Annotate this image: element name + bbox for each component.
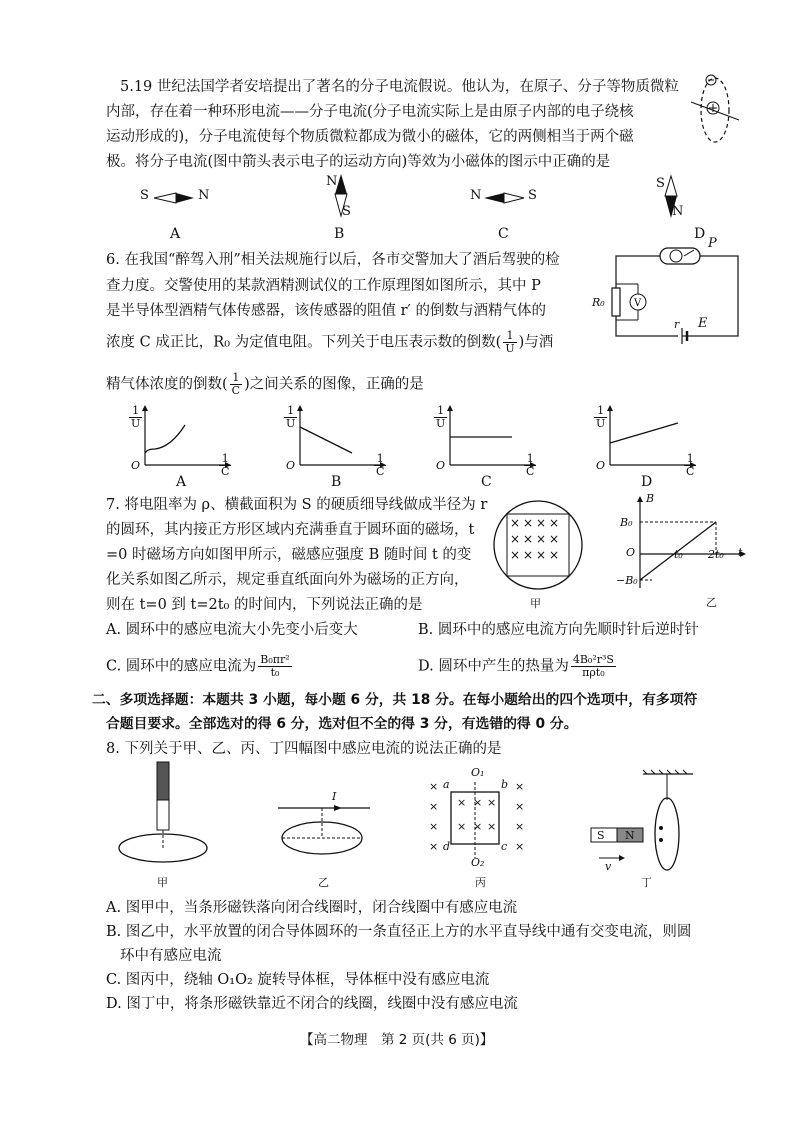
svg-text:×: × (429, 840, 439, 853)
q6-graph-d (590, 404, 700, 478)
rotating-frame-diagram (425, 770, 535, 870)
2t0-label: 2t₀ (708, 548, 724, 561)
magnet-n-label: N (625, 829, 635, 842)
q7-line-2: 的圆环，其内接正方形区域内充满垂直于圆环面的磁场，t (106, 522, 475, 538)
electron-orbit-figure (695, 70, 755, 150)
q7-option-c-fraction: $\frac{\text{B₀πr²}}{\text{t₀}}$ (260, 653, 290, 679)
page-footer: 【高二物理 第 2 页(共 6 页)】 (300, 1032, 494, 1048)
graph-d-line (610, 423, 678, 443)
svg-text:×: × (510, 548, 521, 562)
compass-needle-icon (484, 191, 524, 205)
b0-label: B₀ (620, 516, 633, 529)
figure-caption: 丁 (641, 876, 652, 889)
q7-line-1: 7. 将电阻率为 ρ、横截面积为 S 的硬质细导线做成半径为 r (106, 497, 488, 513)
q8-option-b-1: B. 图乙中，水平放置的闭合导体圆环的一条直径正上方的水平直导线中通有交变电流，则圆 (106, 924, 692, 940)
q8-figure-ding (585, 770, 705, 890)
q6-line-1: 6. 在我国“醉驾入刑”相关法规施行以后，各市交警加大了酒后驾驶的检 (106, 252, 560, 268)
section-2-heading-2: 合题目要求。全部选对的得 6 分，选对但不全的得 3 分，有选错的得 0 分。 (106, 716, 578, 732)
q8-option-d: D. 图丁中，将条形磁铁靠近不闭合的线圈，线圈中没有感应电流 (106, 996, 518, 1012)
q8-option-a: A. 图甲中，当条形磁铁落向闭合线圈时，闭合线圈中有感应电流 (106, 900, 518, 916)
axis-o2-label: O₂ (471, 856, 485, 869)
pole-n-label: N (326, 174, 338, 189)
graph-origin: O (596, 459, 606, 472)
graph-x-label: $\frac{1}{C}$ (526, 452, 535, 478)
graph-y-label: $\frac{1}{U}$ (286, 404, 296, 430)
q6-line-4 (106, 330, 553, 355)
r0-label: R₀ (592, 296, 605, 309)
q7-option-c (106, 654, 294, 679)
q5-option-d: D (694, 226, 706, 242)
q8-option-b-2: 环中有感应电流 (120, 948, 222, 964)
q6-line-5 (106, 372, 424, 397)
q8-figure-jia (115, 760, 215, 890)
corner-c-label: c (501, 840, 508, 853)
pole-n-label: N (470, 188, 482, 203)
graph-x-label: $\frac{1}{C}$ (686, 452, 695, 478)
svg-text:×: × (429, 820, 439, 833)
sensor-p-label: P (708, 236, 717, 251)
ring-field-diagram (488, 495, 588, 595)
q7-figure-yi (618, 494, 748, 609)
svg-text:×: × (536, 532, 547, 546)
q5-option-c: C (498, 226, 509, 242)
q7-option-d (418, 654, 618, 679)
pole-n-label: N (672, 204, 684, 219)
axis-t-label: t (738, 546, 743, 559)
q7-option-d-text: D. 圆环中产生的热量为 (418, 658, 569, 675)
origin-label: O (626, 546, 636, 559)
q7-figure-jia (488, 495, 588, 610)
graph-y-label: $\frac{1}{U}$ (596, 404, 606, 430)
figure-caption: 甲 (157, 876, 168, 889)
q5-option-b-figure (326, 174, 356, 224)
wire-above-ring-diagram (270, 790, 380, 870)
q5-line-2: 内部，存在着一种环形电流——分子电流(分子电流实际上是由原子内部的电子绕核 (106, 104, 634, 120)
q6-option-a: A (176, 474, 187, 490)
q6-graph-c (430, 404, 540, 478)
q6-option-d: D (641, 474, 653, 490)
svg-text:×: × (515, 820, 525, 833)
graph-y-label: $\frac{1}{U}$ (131, 404, 141, 430)
svg-text:×: × (510, 516, 521, 530)
figure-yi-caption: 乙 (706, 596, 717, 609)
svg-text:×: × (473, 796, 483, 809)
q6-option-b: B (331, 474, 342, 490)
svg-text:×: × (549, 532, 560, 546)
q5-option-d-figure (656, 176, 686, 226)
q5-option-c-figure (470, 188, 550, 208)
q5-option-b: B (334, 226, 345, 242)
pole-s-label: S (528, 188, 537, 203)
pole-s-label: S (342, 204, 351, 219)
graph-origin: O (286, 459, 296, 472)
q7-option-b: B. 圆环中的感应电流方向先顺时针后逆时针 (418, 622, 699, 638)
magnet-s-label: S (597, 829, 605, 842)
q6-line-4-tail: )与酒 (518, 334, 554, 351)
one-over-u-fraction: $\frac{1}{U}$ (505, 329, 515, 355)
q7-option-a: A. 圆环中的感应电流大小先变小后变大 (106, 622, 358, 638)
figure-jia-caption: 甲 (530, 597, 541, 610)
corner-d-label: d (443, 840, 451, 853)
graph-x-label: $\frac{1}{C}$ (221, 452, 230, 478)
voltmeter-label: V (634, 298, 642, 309)
q8-stem: 8. 下列关于甲、乙、丙、丁四幅图中感应电流的说法正确的是 (106, 741, 502, 757)
pole-n-label: N (198, 188, 210, 203)
q5-line-4: 极。将分子电流(图中箭头表示电子的运动方向)等效为小磁体的图示中正确的是 (106, 154, 611, 170)
svg-text:×: × (523, 532, 534, 546)
graph-a-curve (145, 425, 185, 453)
compass-needle-icon (154, 191, 194, 205)
q5-line-3: 运动形成的)，分子电流使每个物质微粒都成为微小的磁体，它的两侧相当于两个磁 (106, 129, 634, 145)
svg-text:×: × (523, 548, 534, 562)
q7-line-4: 化关系如图乙所示，规定垂直纸面向外为磁场的正方向， (106, 572, 469, 588)
q5-option-a-figure (140, 188, 220, 208)
svg-text:×: × (549, 548, 560, 562)
circuit-diagram (590, 236, 750, 348)
velocity-v-label: v (605, 860, 612, 873)
axis-o1-label: O₁ (471, 766, 485, 779)
svg-text:×: × (429, 780, 439, 793)
svg-text:×: × (549, 516, 560, 530)
emf-e-label: E (698, 316, 708, 331)
q8-figure-yi (270, 790, 380, 890)
q7-line-5: 则在 t=0 到 t=2t₀ 的时间内，下列说法正确的是 (106, 597, 423, 613)
q7-line-3: =0 时磁场方向如图甲所示，磁感应强度 B 随时间 t 的变 (106, 547, 472, 563)
svg-text:×: × (523, 516, 534, 530)
svg-text:×: × (487, 820, 497, 833)
t0-label: t₀ (674, 548, 683, 561)
q8-figure-bing (425, 766, 535, 890)
svg-text:×: × (536, 548, 547, 562)
pole-s-label: S (140, 188, 149, 203)
graph-y-label: $\frac{1}{U}$ (436, 404, 446, 430)
q5-line-1: 5.19 世纪法国学者安培提出了著名的分子电流假说。他认为，在原子、分子等物质微粒 (120, 79, 679, 95)
svg-text:×: × (515, 780, 525, 793)
svg-text:×: × (515, 800, 525, 813)
svg-text:×: × (515, 840, 525, 853)
graph-b-line (300, 427, 352, 453)
figure-caption: 乙 (318, 876, 329, 889)
q7-option-c-text: C. 圆环中的感应电流为 (106, 658, 257, 675)
neg-b0-label: −B₀ (616, 574, 638, 587)
q6-line-2: 查力度。交警使用的某款酒精测试仪的工作原理图如图所示，其中 P (106, 278, 541, 294)
q6-line-5-tail: )之间关系的图像，正确的是 (244, 376, 424, 393)
breathalyzer-circuit (590, 236, 750, 348)
svg-text:×: × (457, 796, 467, 809)
axis-b-label: B (646, 492, 655, 505)
q5-option-a: A (170, 226, 181, 242)
q8-option-c: C. 图丙中，绕轴 O₁O₂ 旋转导体框，导体框中没有感应电流 (106, 972, 490, 988)
graph-x-label: $\frac{1}{C}$ (376, 452, 385, 478)
pole-s-label: S (656, 176, 665, 191)
q6-line-4-text: 浓度 C 成正比，R₀ 为定值电阻。下列关于电压表示数的倒数( (106, 334, 502, 351)
q6-line-5-text: 精气体浓度的倒数( (106, 376, 228, 393)
one-over-c-fraction: $\frac{1}{C}$ (231, 371, 241, 397)
svg-text:×: × (536, 516, 547, 530)
q6-option-c: C (481, 474, 492, 490)
current-i-label: I (332, 790, 337, 803)
graph-origin: O (131, 459, 141, 472)
section-2-heading-1: 二、多项选择题：本题共 3 小题，每小题 6 分，共 18 分。在每小题给出的四个选项中，有多项符 (92, 692, 698, 708)
q7-option-d-fraction: $\frac{\text{4B₀²r³S}}{\text{πρt₀}}$ (572, 653, 614, 679)
svg-text:×: × (473, 820, 483, 833)
q6-graph-a (125, 404, 235, 478)
falling-magnet-diagram (115, 760, 215, 870)
svg-text:×: × (510, 532, 521, 546)
magnet-open-coil-diagram (585, 770, 705, 870)
svg-text:×: × (487, 796, 497, 809)
internal-r-label: r (674, 318, 680, 331)
svg-text:×: × (457, 820, 467, 833)
corner-a-label: a (443, 778, 450, 791)
q6-line-3: 是半导体型酒精气体传感器，该传感器的阻值 r′ 的倒数与酒精气体的 (106, 303, 546, 319)
corner-b-label: b (501, 778, 509, 791)
figure-caption: 丙 (475, 876, 486, 889)
graph-origin: O (436, 459, 446, 472)
svg-text:×: × (429, 800, 439, 813)
q6-graph-b (280, 404, 390, 478)
